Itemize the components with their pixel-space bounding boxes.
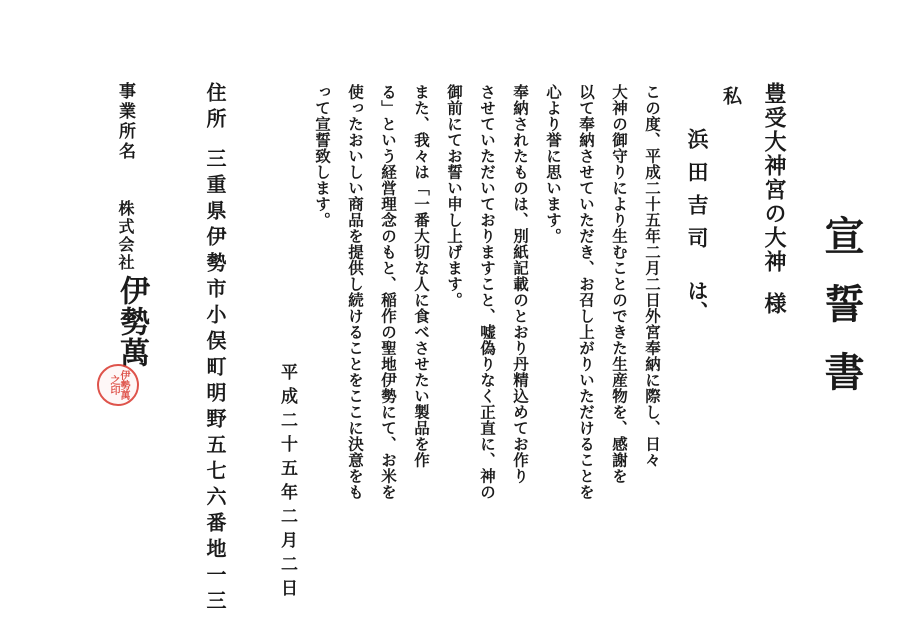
body-line: 以て奉納させていただき、お召し上がりいただけることを <box>577 84 596 500</box>
company-type: 株式会社 <box>116 200 135 272</box>
body-line: 奉納されたものは、別紙記載のとおり丹精込めてお作り <box>511 84 530 484</box>
body-line: 御前にてお誓い申し上げます。 <box>445 84 464 308</box>
address <box>205 82 225 616</box>
office-label: 事業所名 <box>115 82 135 162</box>
sender-name: 浜田吉司 <box>685 128 710 260</box>
body-line: 使ったおいしい商品を提供し続けることをここに決意をも <box>346 84 365 500</box>
document-title: 宣誓書 <box>818 215 865 419</box>
company-name: 伊勢萬 <box>114 275 149 368</box>
company-seal-stamp <box>97 364 139 406</box>
body-line: 大神の御守りにより生むことのできた生産物を、感謝を <box>610 84 629 484</box>
sender-prefix: 私 <box>720 86 742 105</box>
sender-name-line <box>687 128 708 322</box>
body-line: る」という経営理念のもと、稲作の聖地伊勢にて、お米を <box>379 84 398 500</box>
addressee-honorific: 様 <box>761 292 787 316</box>
addressee-name: 豊受大神宮の大神 <box>761 82 787 274</box>
addressee <box>763 82 785 316</box>
body-line: 心より誉に思います。 <box>544 84 563 244</box>
address-value: 三重県伊勢市小俣町明野五七六番地一三 <box>203 148 227 616</box>
body-line: させていただいておりますこと、嘘偽りなく正直に、神の <box>478 84 497 500</box>
pledge-date: 平成二十五年二月二日 <box>277 363 297 603</box>
body-line: また、我々は「一番大切な人に食べさせたい製品を作 <box>412 84 431 468</box>
seal-text: 伊勢萬之印 <box>108 370 129 400</box>
body-line: この度、平成二十五年二月二日外宮奉納に際し、日々 <box>643 84 662 468</box>
sender-particle: は、 <box>685 280 710 322</box>
address-label: 住所 <box>203 82 227 134</box>
body-line: って宣誓致します。 <box>313 84 332 228</box>
